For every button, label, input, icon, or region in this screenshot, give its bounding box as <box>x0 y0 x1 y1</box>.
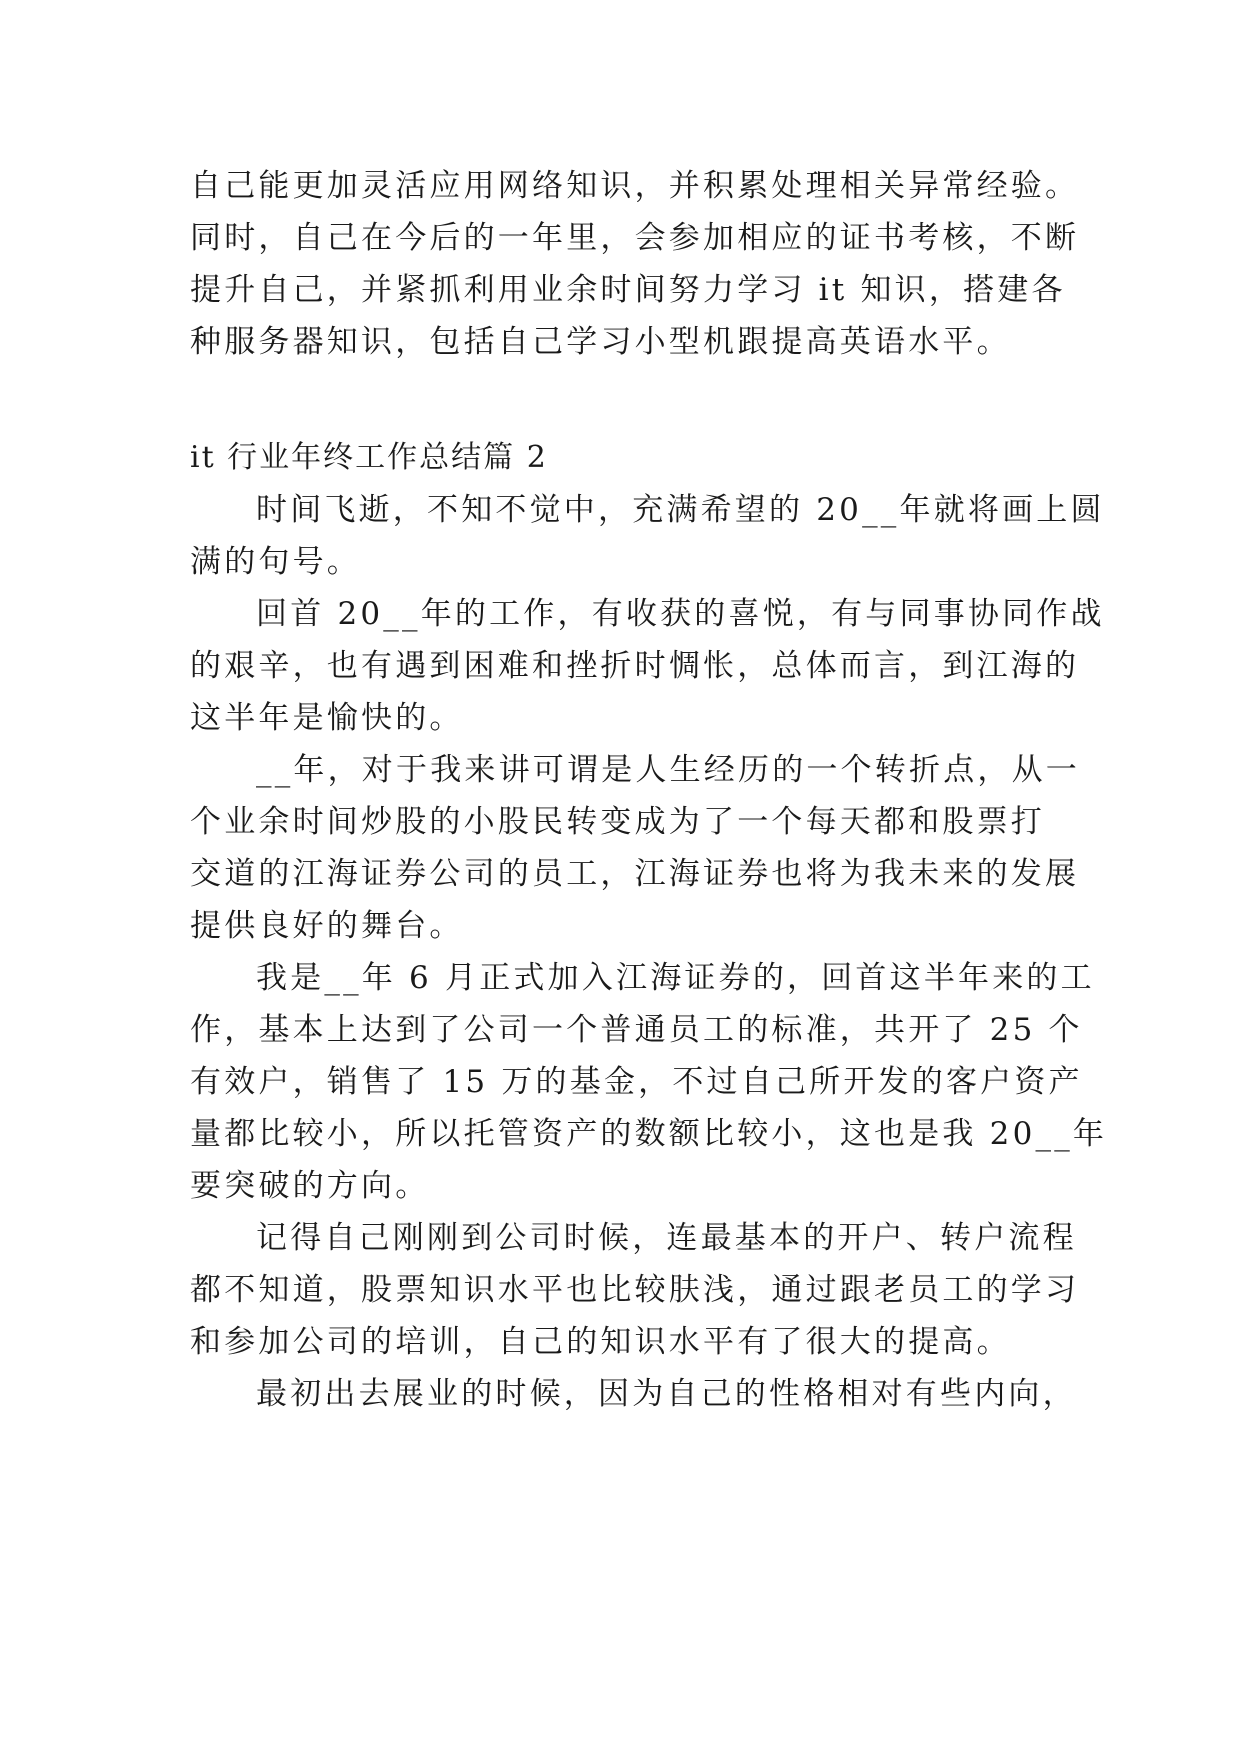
paragraph-line: 时间飞逝，不知不觉中，充满希望的 20__年就将画上圆 <box>256 492 1105 528</box>
paragraph-line: 回首 20__年的工作，有收获的喜悦，有与同事协同作战 <box>256 596 1105 632</box>
paragraph-line: 同时，自己在今后的一年里，会参加相应的证书考核，不断 <box>190 220 1080 256</box>
paragraph-line: 提供良好的舞台。 <box>190 908 464 944</box>
paragraph-line: 记得自己刚刚到公司时候，连最基本的开户、转户流程 <box>256 1220 1077 1256</box>
paragraph-line: 要突破的方向。 <box>190 1168 430 1204</box>
paragraph-line: 我是__年 6 月正式加入江海证券的，回首这半年来的工 <box>256 960 1095 996</box>
paragraph-line: 有效户，销售了 15 万的基金，不过自己所开发的客户资产 <box>190 1064 1083 1100</box>
paragraph-line: 提升自己，并紧抓利用业余时间努力学习 it 知识，搭建各 <box>190 272 1066 308</box>
paragraph-line: 这半年是愉快的。 <box>190 700 464 736</box>
paragraph-line: 和参加公司的培训，自己的知识水平有了很大的提高。 <box>190 1324 1011 1360</box>
paragraph-line: 量都比较小，所以托管资产的数额比较小，这也是我 20__年 <box>190 1116 1108 1152</box>
paragraph-line: 个业余时间炒股的小股民转变成为了一个每天都和股票打 <box>190 804 1045 840</box>
paragraph-line: 最初出去展业的时候，因为自己的性格相对有些内向， <box>256 1376 1077 1412</box>
paragraph-line: __年，对于我来讲可谓是人生经历的一个转折点，从一 <box>256 752 1080 788</box>
document-body <box>190 160 1108 1420</box>
paragraph-line: 作，基本上达到了公司一个普通员工的标准，共开了 25 个 <box>190 1012 1083 1048</box>
section-heading: it 行业年终工作总结篇 2 <box>190 440 548 475</box>
paragraph-line: 交道的江海证券公司的员工，江海证券也将为我未来的发展 <box>190 856 1080 892</box>
paragraph-line: 都不知道，股票知识水平也比较肤浅，通过跟老员工的学习 <box>190 1272 1080 1308</box>
paragraph-line: 满的句号。 <box>190 544 361 580</box>
section-spacer <box>190 368 1060 432</box>
paragraph-line: 种服务器知识，包括自己学习小型机跟提高英语水平。 <box>190 324 1011 360</box>
paragraph-line: 自己能更加灵活应用网络知识，并积累处理相关异常经验。 <box>190 168 1080 204</box>
paragraph-line: 的艰辛，也有遇到困难和挫折时惆怅，总体而言，到江海的 <box>190 648 1080 684</box>
